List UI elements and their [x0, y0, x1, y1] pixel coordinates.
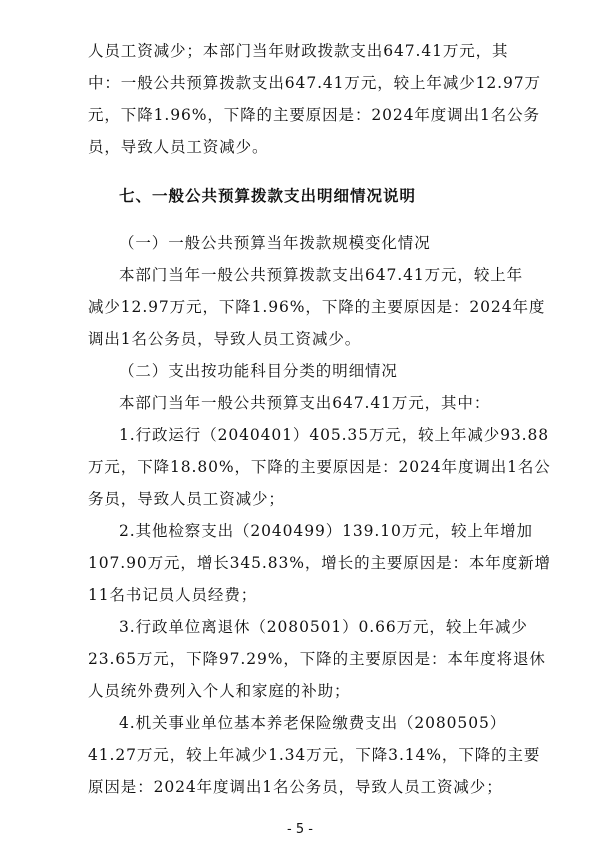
body-line-4: 员，导致人员工资减少。 [88, 138, 269, 156]
body-line-8: 本部门当年一般公共预算支出647.41万元，其中： [119, 394, 491, 412]
body-line-6: 减少12.97万元，下降1.96%，下降的主要原因是：2024年度 [88, 298, 546, 316]
item-2-line-2: 107.90万元，增长345.83%，增长的主要原因是：本年度新增 [88, 554, 551, 572]
body-line-2: 中：一般公共预算拨款支出647.41万元，较上年减少12.97万 [88, 74, 541, 92]
body-line-7: 调出1名公务员，导致人员工资减少。 [88, 330, 362, 348]
item-2-line-1: 2.其他检察支出（2040499）139.10万元，较上年增加 [119, 522, 533, 540]
body-line-1: 人员工资减少；本部门当年财政拨款支出647.41万元，其 [88, 42, 509, 60]
subsection-heading-2: （二）支出按功能科目分类的明细情况 [119, 362, 398, 380]
section-heading: 七、一般公共预算拨款支出明细情况说明 [119, 187, 417, 205]
item-4-line-3: 原因是：2024年度调出1名公务员，导致人员工资减少； [88, 778, 503, 796]
item-3-line-1: 3.行政单位离退休（2080501）0.66万元，较上年减少 [119, 618, 528, 636]
item-1-line-2: 万元，下降18.80%，下降的主要原因是：2024年度调出1名公 [88, 458, 551, 476]
page-number: - 5 - [287, 822, 313, 837]
item-1-line-3: 务员，导致人员工资减少； [88, 490, 285, 508]
body-line-3: 元，下降1.96%，下降的主要原因是：2024年度调出1名公务 [88, 106, 540, 124]
body-line-5: 本部门当年一般公共预算拨款支出647.41万元，较上年 [119, 266, 524, 284]
item-4-line-2: 41.27万元，较上年减少1.34万元，下降3.14%，下降的主要 [88, 746, 541, 764]
item-2-line-3: 11名书记员人员经费； [88, 586, 258, 604]
item-1-line-1: 1.行政运行（2040401）405.35万元，较上年减少93.88 [119, 426, 550, 444]
item-3-line-3: 人员统外费列入个人和家庭的补助； [88, 682, 351, 700]
subsection-heading-1: （一）一般公共预算当年拨款规模变化情况 [119, 234, 431, 252]
item-4-line-1: 4.机关事业单位基本养老保险缴费支出（2080505） [119, 714, 507, 732]
item-3-line-2: 23.65万元，下降97.29%，下降的主要原因是：本年度将退休 [88, 650, 546, 668]
